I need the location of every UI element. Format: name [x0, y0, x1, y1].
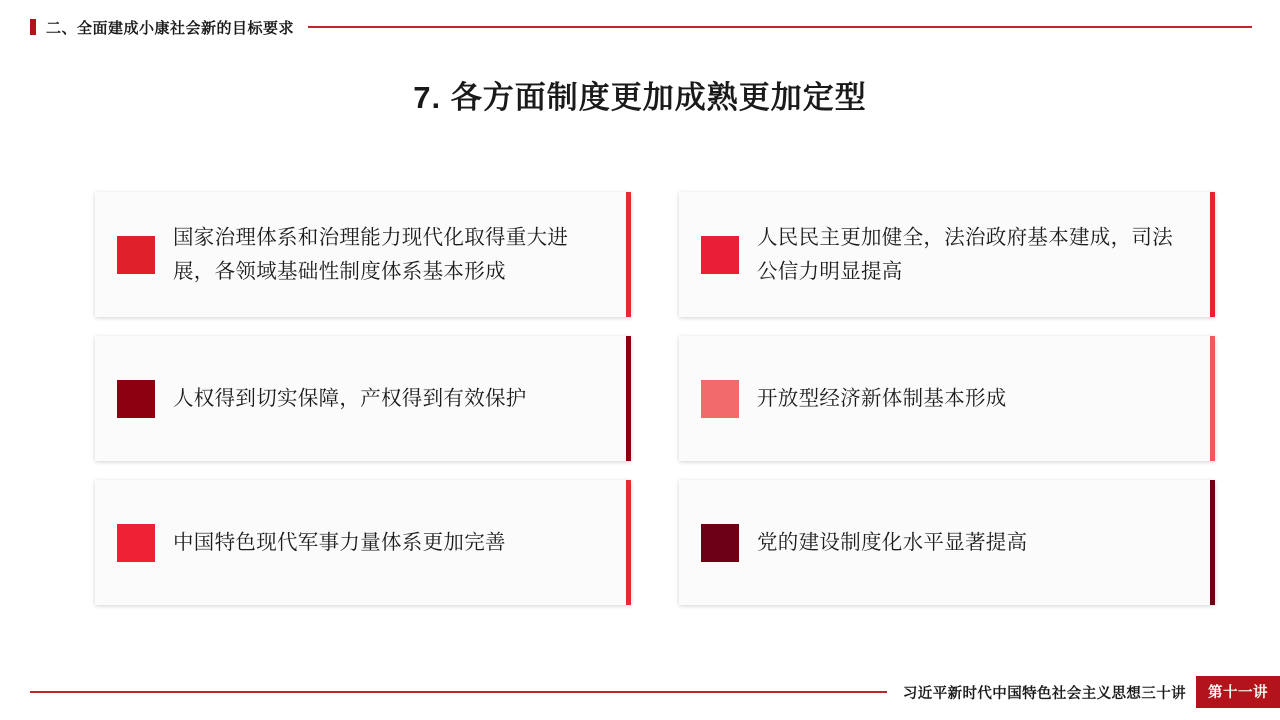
- bullet-square-icon: [701, 524, 739, 562]
- card-accent-bar: [1210, 480, 1215, 605]
- card-text: 开放型经济新体制基本形成: [757, 386, 1007, 410]
- bullet-square-icon: [117, 524, 155, 562]
- card-accent-bar: [626, 336, 631, 461]
- footer-divider: [30, 691, 887, 693]
- card-text: 人民民主更加健全，法治政府基本建成，司法公信力明显提高: [757, 226, 1173, 283]
- page-title: 7. 各方面制度更加成熟更加定型: [413, 80, 867, 115]
- header-divider: [308, 26, 1252, 28]
- bullet-square-icon: [117, 380, 155, 418]
- card-grid: [95, 192, 1215, 605]
- card-accent-bar: [626, 192, 631, 317]
- slide-footer: [30, 674, 1280, 710]
- card-text: 中国特色现代军事力量体系更加完善: [173, 530, 506, 554]
- content-card: [95, 480, 631, 605]
- content-card: [679, 480, 1215, 605]
- content-card: [95, 192, 631, 317]
- card-text: 国家治理体系和治理能力现代化取得重大进展，各领域基础性制度体系基本形成: [173, 226, 569, 283]
- course-title: 习近平新时代中国特色社会主义思想三十讲: [902, 685, 1186, 702]
- content-card: [95, 336, 631, 461]
- card-text: 人权得到切实保障，产权得到有效保护: [173, 386, 527, 410]
- card-accent-bar: [1210, 192, 1215, 317]
- bullet-square-icon: [701, 380, 739, 418]
- bullet-square-icon: [117, 236, 155, 274]
- card-accent-bar: [626, 480, 631, 605]
- card-text: 党的建设制度化水平显著提高: [757, 530, 1028, 554]
- bullet-square-icon: [701, 236, 739, 274]
- section-label: 二、全面建成小康社会新的目标要求: [46, 19, 295, 37]
- content-card: [679, 192, 1215, 317]
- content-card: [679, 336, 1215, 461]
- lecture-badge: 第十一讲: [1196, 676, 1280, 708]
- slide-header: [30, 16, 1252, 38]
- card-accent-bar: [1210, 336, 1215, 461]
- header-accent-bar: [30, 19, 36, 35]
